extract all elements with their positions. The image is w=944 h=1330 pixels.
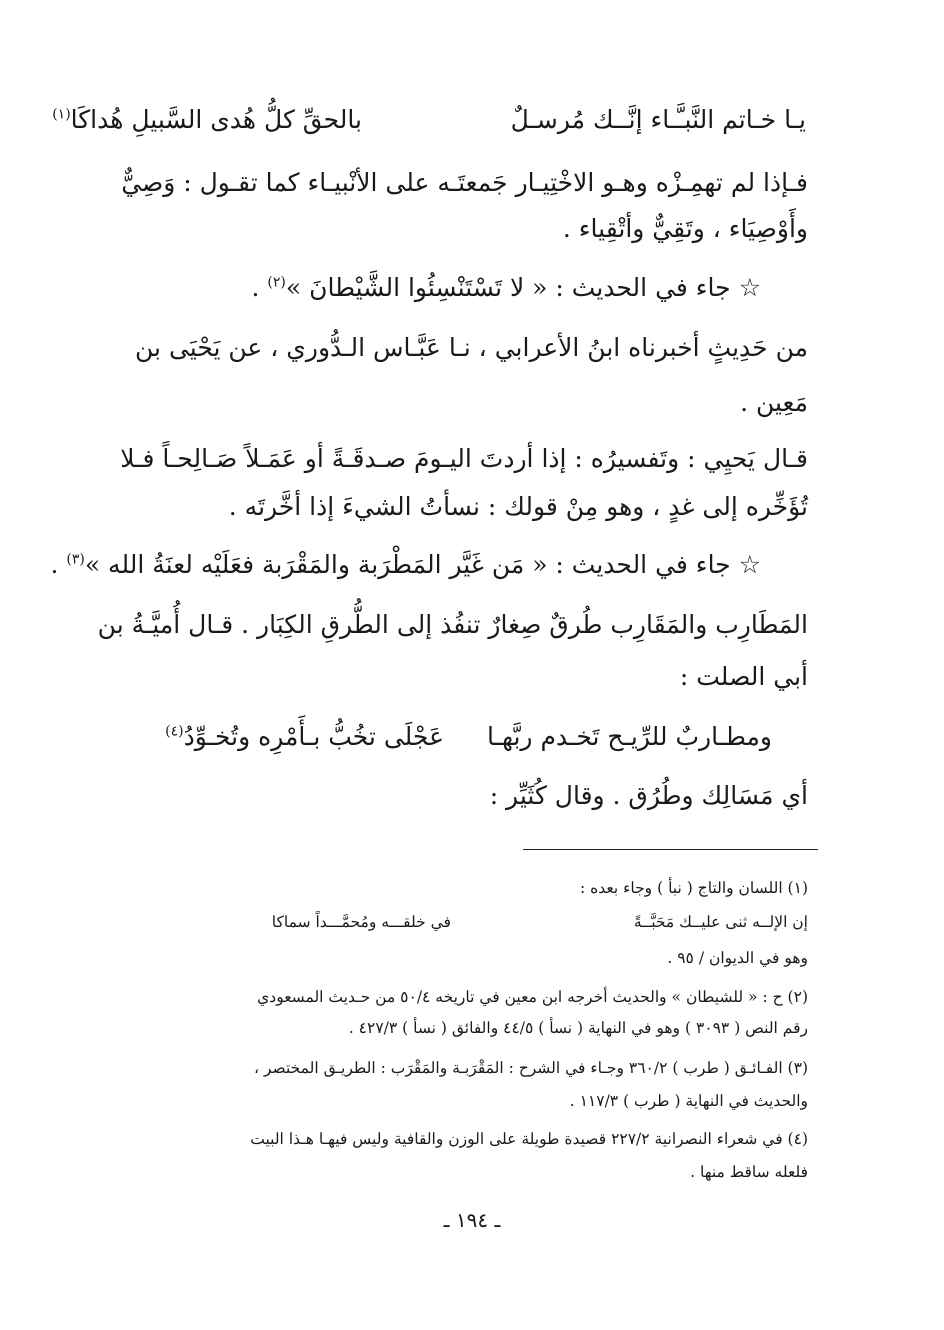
hadith-end: . — [50, 550, 67, 579]
footnote-marker: (٢) — [267, 274, 286, 291]
verse-2-first-hemistich — [487, 722, 772, 751]
verse-2-second-hemistich — [165, 722, 444, 751]
hadith-1 — [252, 273, 761, 302]
hadith-end: . — [251, 273, 268, 302]
footnote-marker: (٣) — [66, 551, 85, 568]
verse-text: عَجْلَى تخُبُّ بـأَمْرِه وتُخـوِّدُ — [183, 722, 444, 751]
paragraph-2-line-1: من حَدِيثٍ أخبرناه ابنُ الأعرابي ، نـا عَبَّـاس الـدُّوري ، عن يَحْيَى بن — [135, 333, 808, 362]
footnote-4-line-2: فلعله ساقط منها . — [690, 1163, 808, 1181]
paragraph-3-line-1: قـال يَحيِي : وتَفسيرُه : إذا أردتَ اليـومَ صـدقَـةً أو عَمَـلاً صَـالِحـاً فـلا — [120, 444, 808, 473]
verse-text: ومطـاربٌ للرِّيـح تَخـدم ربَّهـا — [487, 722, 772, 751]
paragraph-4-line-2: أبي الصلت : — [679, 662, 808, 691]
paragraph-4-line-1: المَطَارِب والمَقَارِب طُرقٌ صِغارٌ تنفُذ إلى الطُّرقِ الكِبَار . قـال أُميَّـةُ بن — [97, 610, 808, 639]
footnote-3-line-1: (٣) الفـائـق ( طرب ) ٣٦٠/٢ وجـاء في الشرح : المَقْرَبـة والمَقْرَب : الطريـق المختصر ، — [254, 1059, 808, 1077]
footnote-marker: (١) — [52, 106, 71, 123]
footnote-separator — [523, 849, 818, 850]
footnote-1-line-1: (١) اللسان والتاج ( نبأ ) وجاء بعده : — [579, 879, 808, 897]
footnote-1-verse-second: في خلقـــه ومُحمَّـــداً سماكا — [271, 913, 451, 931]
footnote-2-line-1: (٢) ح : « للشيطان » والحديث أخرجه ابن معين في تاريخه ٥٠/٤ من حـديث المسعودي — [257, 988, 808, 1006]
hadith-2 — [50, 550, 761, 579]
paragraph-2-line-2: مَعِين . — [740, 388, 808, 417]
verse-1-second-hemistich — [52, 105, 362, 134]
page-number: ـ ١٩٤ ـ — [443, 1208, 501, 1232]
paragraph-1-line-2: وأَوْصِيَاء ، وتَقِيٌّ وأتْقِياء . — [562, 214, 808, 243]
paragraph-1-line-1: فـإذا لم تهمِـزْه وهـو الاخْتِيـار جَمعتَـه على الأنْبيـاء كما تقـول : وَصِيٌّ — [121, 168, 808, 197]
footnote-1-line-3: وهو في الديوان / ٩٥ . — [667, 949, 808, 967]
footnote-2-line-2: رقم النص ( ٣٠٩٣ ) وهو في النهاية ( نسأ ) ٤٤/٥ والفائق ( نسأ ) ٤٢٧/٣ . — [348, 1019, 808, 1037]
footnote-3-line-2: والحديث في النهاية ( طرب ) ١١٧/٣ . — [569, 1092, 808, 1110]
verse-text: يـا خـاتم النَّبـَّـاء إنَّــك مُرسـلٌ — [510, 105, 806, 134]
verse-1-first-hemistich — [511, 105, 806, 134]
hadith-text: ☆ جاء في الحديث : « لا تَسْتَنْسِئُوا الشَّيْطانَ » — [285, 273, 761, 302]
verse-text: بالحقِّ كلُّ هُدى السَّبيلِ هُداكَا — [70, 105, 362, 134]
hadith-text: ☆ جاء في الحديث : « مَن غَيَّر المَطْرَبة والمَقْرَبة فعَلَيْه لعنَةُ الله » — [84, 550, 761, 579]
footnote-4-line-1: (٤) في شعراء النصرانية ٢٢٧/٢ قصيدة طويلة على الوزن والقافية وليس فيهـا هـذا البيت — [250, 1130, 808, 1148]
paragraph-3-line-2: تُؤَخِّره إلى غدٍ ، وهو مِنْ قولك : نسأتُ الشيءَ إذا أخَّرتَه . — [228, 492, 808, 521]
footnote-marker: (٤) — [165, 723, 184, 740]
paragraph-5-line-1: أي مَسَالِك وطُرُق . وقال كُثَيِّر : — [489, 781, 808, 810]
footnote-1-verse-first: إن الإلــه ثنى عليــك مَحَبَّــةً — [633, 913, 808, 931]
